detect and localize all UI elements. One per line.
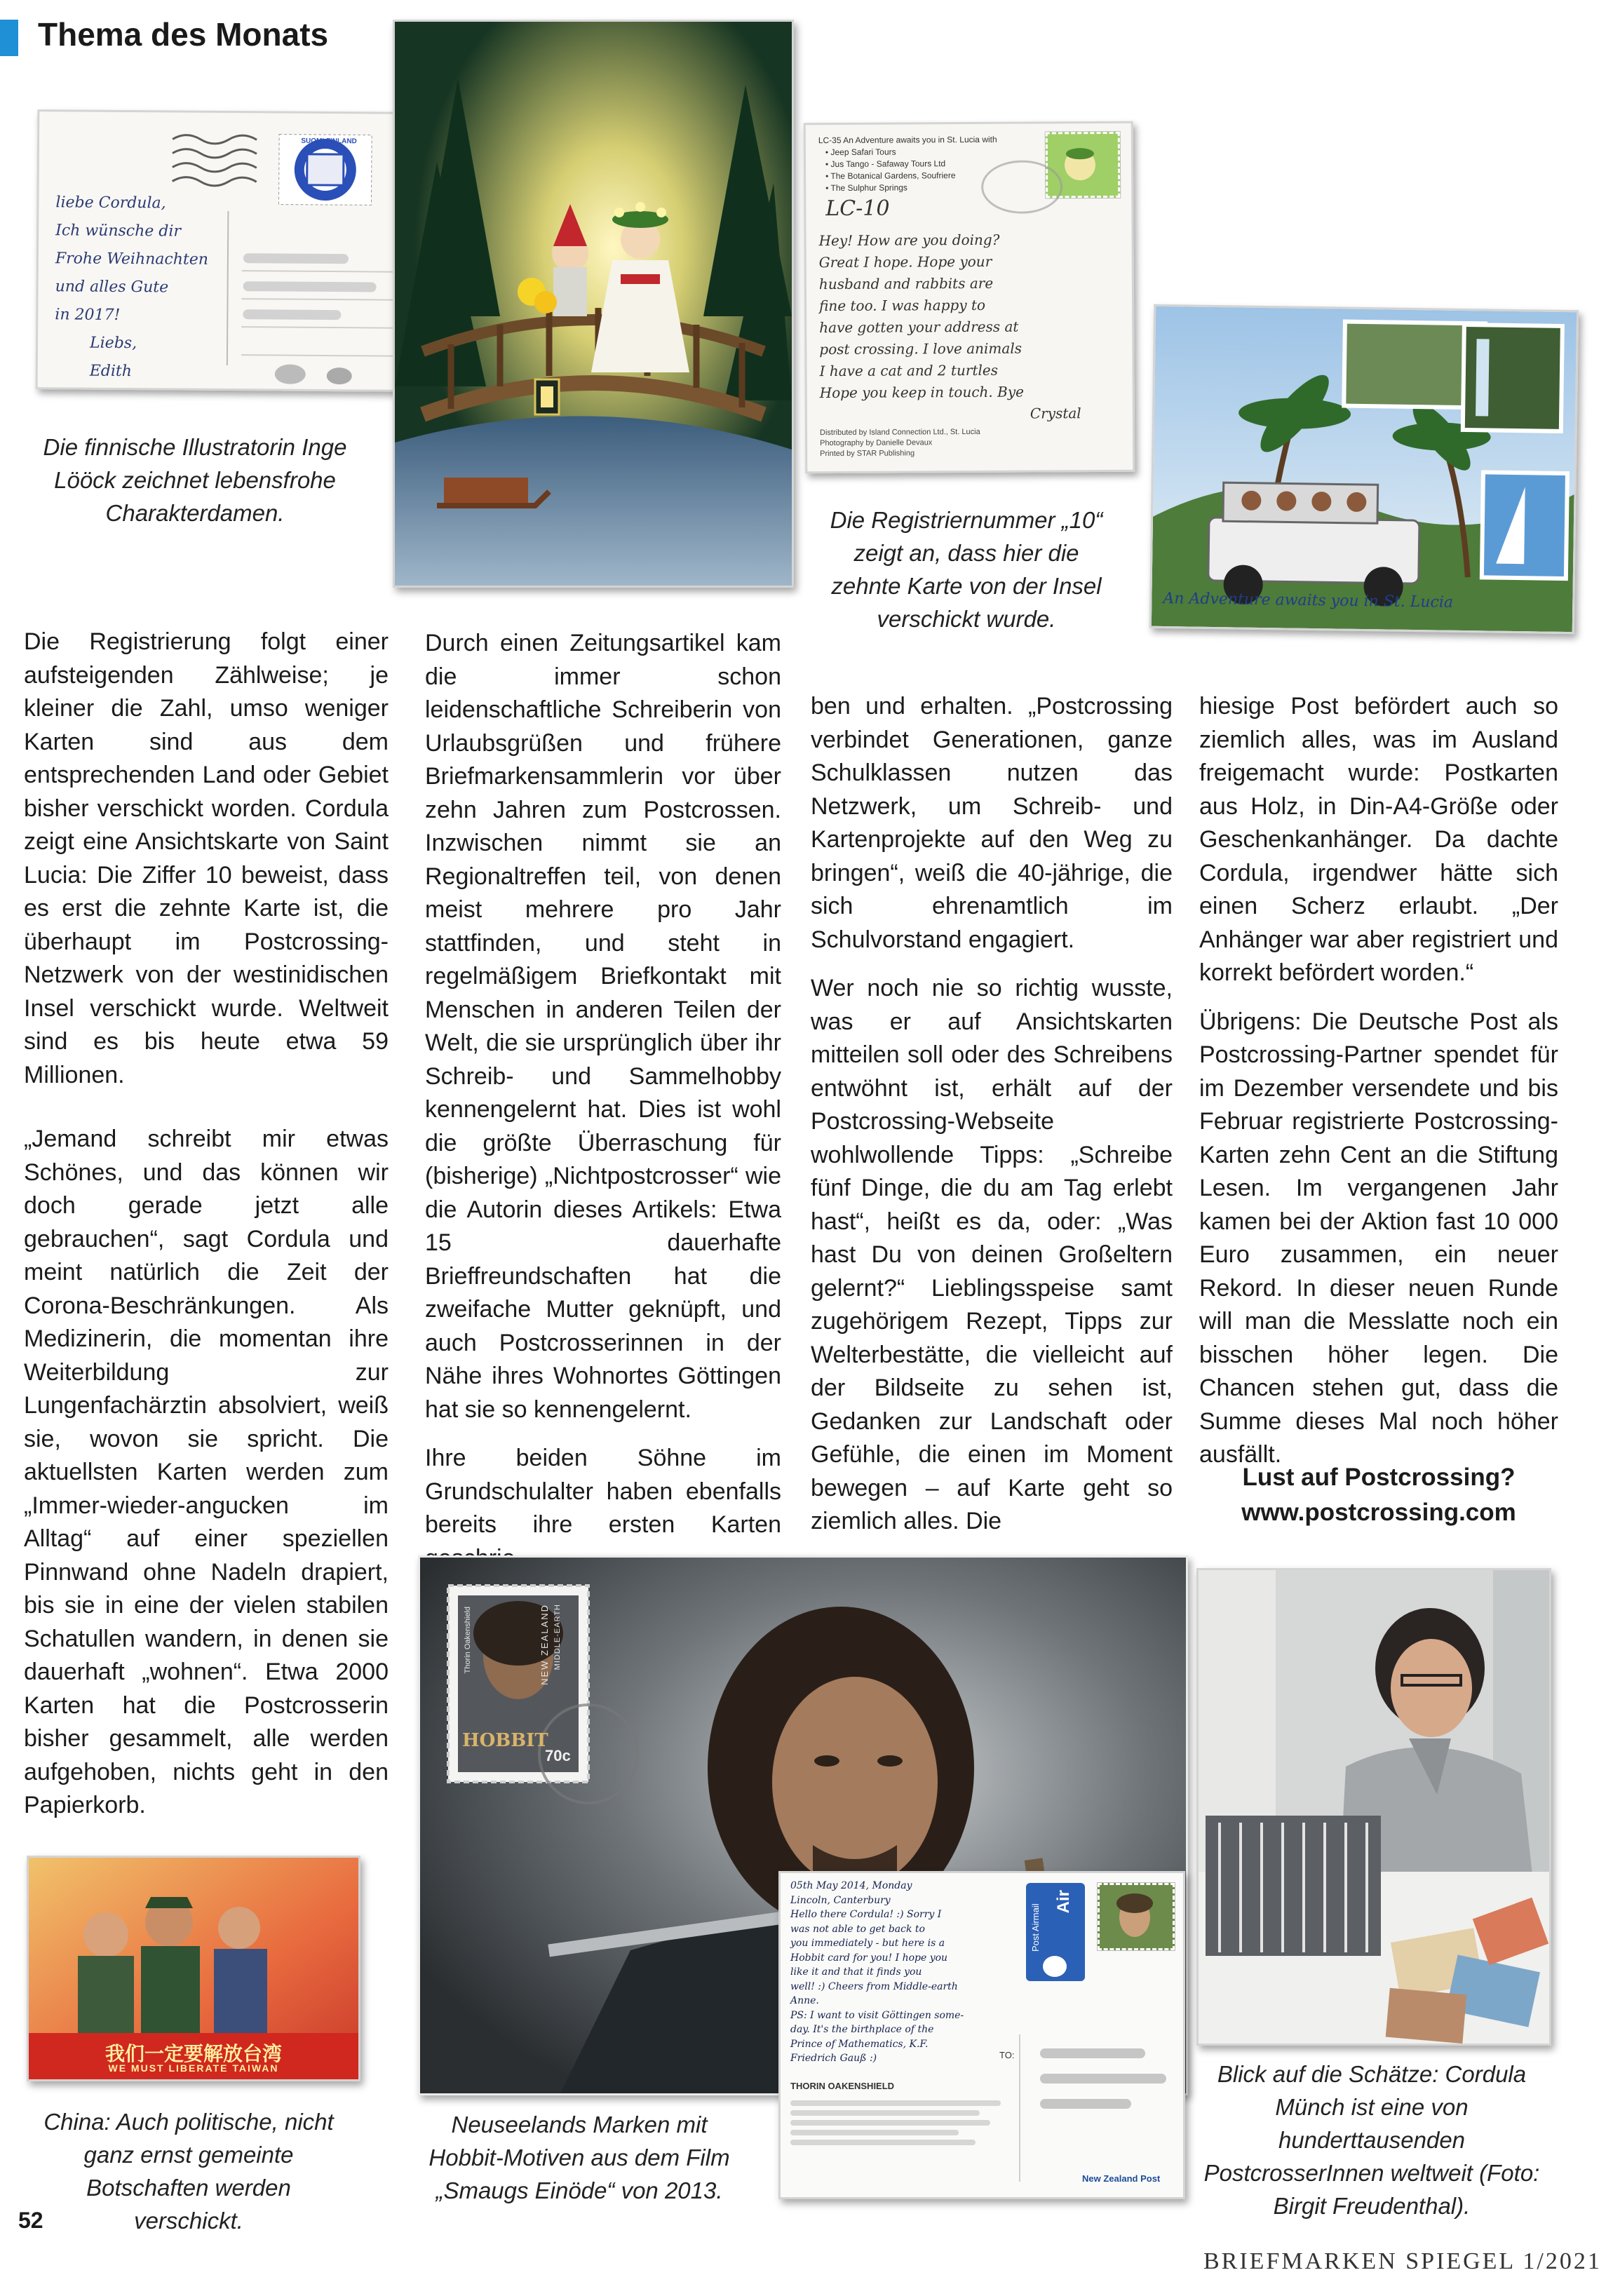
nz-divider xyxy=(1019,2034,1020,2182)
cordula-photo-drawing xyxy=(1199,1570,1549,2044)
promo-url-link[interactable]: www.postcrossing.com xyxy=(1241,1499,1516,1526)
paragraph: Durch einen Zeitungsartikel kam die immer schon leidenschaftliche Schreiberin von Urlaubsgrüßen und frühere Briefmarkensammlerin vor über zehn Jahren zum Postcrossen. Inzwischen nimmt sie an Regionaltreffen teil, von denen meist mehrere pro Jahr stattfinden, und steht in regelmäßigem Briefkontakt mit Menschen in anderen Teilen der Welt, die sie ursprünglich über ihr Schreib- und Sammelhobby kennengelernt hat. Dies ist wohl die größte Überraschung für (bisherige) „Nichtpostcrosser“ wie die Autorin dieses Artikels: Etwa 15 dauerhafte Brieffreundschaften hat die zweifache Mutter geknüpft, und auch Postcrosserinnen in der Nähe ihres Wohnortes Göttingen hat sie so kennengelernt. xyxy=(425,630,781,1423)
caption-nz: Neuseelands Marken mit Hobbit-Motiven aus dem Film „Smaugs Einöde“ von 2013. xyxy=(428,2112,730,2203)
paragraph: Die Registrierung folgt einer aufsteigenden Zählweise; je kleiner die Zahl, umso weniger Karten sind aus dem entsprechenden Land oder Gebiet bisher verschickt worden. Cordula zeigt eine Ansichtskarte von Saint Lucia: Die Ziffer 10 beweist, dass es erst die zehnte Karte ist, die überhaupt im Postcrossing-Netzwerk von der westinidischen Insel verschickt wurde. Weltweit sind es bis heute etwa 59 Millionen. xyxy=(24,628,389,1088)
handwriting-line: Crystal xyxy=(1030,405,1081,422)
handwriting-line: Hello there Cordula! :) Sorry I xyxy=(790,1909,942,1920)
lucia-photo-image xyxy=(1149,304,1579,634)
lucia-footer-line: Printed by STAR Publishing xyxy=(820,449,915,459)
finnish-illustration-drawing xyxy=(395,22,792,586)
lucia-footer-line: Distributed by Island Connection Ltd., St. Lucia xyxy=(819,427,980,438)
article-column-4 xyxy=(1199,690,1558,1487)
handwriting-line: Lincoln, Canterbury xyxy=(790,1894,891,1906)
lucia-registration-code: LC-10 xyxy=(825,196,890,222)
handwriting-line: Hobbit card for you! I hope you xyxy=(790,1952,948,1964)
china-poster-image xyxy=(27,1856,360,2081)
finnish-postcard-image xyxy=(36,109,416,392)
handwriting-line: Hope you keep in touch. Bye xyxy=(819,383,1025,402)
handwriting-line: Edith xyxy=(89,362,133,381)
lucia-header-line: • The Sulphur Springs xyxy=(825,182,907,194)
handwriting-line: fine too. I was happy to xyxy=(818,296,986,315)
finnish-handwriting xyxy=(55,189,209,386)
lucia-header-line: • Jus Tango - Safaway Tours Ltd xyxy=(825,158,946,170)
handwriting-line: Ich wünsche dir xyxy=(55,222,182,241)
handwriting-line: like it and that it finds you xyxy=(790,1966,922,1978)
magazine-issue: BRIEFMARKEN SPIEGEL 1/2021 xyxy=(1203,2248,1602,2274)
nz-small-print xyxy=(790,2096,1001,2149)
handwriting-line: post crossing. I love animals xyxy=(819,339,1023,358)
handwriting-line: 05th May 2014, Monday xyxy=(790,1880,912,1891)
handwriting-line: liebe Cordula, xyxy=(55,194,166,212)
nz-stamp-subtitle: MIDDLE-EARTH xyxy=(553,1604,562,1670)
handwriting-line: was not able to get back to xyxy=(790,1923,925,1935)
handwriting-line: I have a cat and 2 turtles xyxy=(819,361,999,380)
nz-stamp-name: Thorin Oakenshield xyxy=(464,1607,472,1674)
handwriting-line: husband and rabbits are xyxy=(818,274,994,293)
handwriting-line: well! :) Cheers from Middle-earth xyxy=(790,1980,958,1992)
nz-address-blur xyxy=(1040,2048,1145,2058)
paragraph: „Jemand schreibt mir etwas Schönes, und das können wir doch gerade jetzt alle gebrauchen“, sagt Cordula und meint natürlich die Zeit der Corona-Beschränkungen. Als Medizinerin, die momentan ihre Weiterbildung zur Lungenfachärztin absolviert, weiß sie, wovon sie spricht. Die aktuellsten Karten werden zum „Immer-wieder-angucken im Alltag“ auf einer speziellen Pinnwand ohne Nadeln drapiert, bis sie in eine der vielen stabilen Schatullen wandern, in denen sie dauerhaft „wohnen“. Etwa 2000 Karten hat die Postcrosserin bisher gesammelt, alle werden aufgehoben, nichts geht in den Papierkorb. xyxy=(24,1126,389,1818)
lucia-header-line: • Jeep Safari Tours xyxy=(825,147,896,158)
lucia-footer xyxy=(820,427,980,459)
finnish-stamp-text: SUOMI FINLAND xyxy=(301,137,357,146)
handwriting-line: und alles Gute xyxy=(55,278,169,297)
lucia-photo-caption: An Adventure awaits you in St. Lucia xyxy=(1163,590,1454,612)
handwriting-line: have gotten your address at xyxy=(819,318,1019,337)
lucia-header-line: LC-35 An Adventure awaits you in St. Lucia with xyxy=(818,134,997,146)
article-column-2 xyxy=(425,627,781,1591)
handwriting-line: Friedrich Gauß :) xyxy=(790,2053,877,2064)
china-poster-chinese: 我们一定要解放台湾 xyxy=(104,2042,282,2065)
nz-address-blur xyxy=(1040,2074,1166,2084)
nz-stamp-value: 70c xyxy=(545,1747,571,1764)
caption-china: China: Auch politische, nicht ganz ernst gemeinte Botschaften werden verschickt. xyxy=(43,2109,334,2234)
paragraph: Ihre beiden Söhne im Grundschulalter haben ebenfalls bereits ihre ersten Karten xyxy=(425,1445,781,1538)
article-column-1 xyxy=(24,626,389,1838)
handwriting-line: in 2017! xyxy=(55,306,121,324)
nz-postcard-image xyxy=(778,1871,1185,2199)
nz-postcard-stamp xyxy=(1098,1883,1175,1950)
nz-airmail-label xyxy=(1026,1883,1085,1981)
nz-address-blur xyxy=(1040,2099,1131,2109)
paragraph: hiesige Post befördert auch so ziemlich alles, was im Ausland freigemacht wurde: Postkarten aus Holz, in Din-A4-Größe oder Geschenkanhänger. Da dachte Cordula, irgendwer hätte sich einen Scherz erlaubt. „Der Anhänger war aber registriert und korrekt befördert worden.“ xyxy=(1199,693,1558,986)
cordula-photo-image xyxy=(1196,1568,1551,2046)
handwriting-line: Frohe Weihnachten xyxy=(55,250,209,269)
postcrossing-promo xyxy=(1199,1460,1558,1530)
nz-card-name: THORIN OAKENSHIELD xyxy=(790,2081,895,2091)
nz-airmail-text: Post Airmail xyxy=(1030,1903,1041,1952)
nz-post-brand: New Zealand Post xyxy=(1082,2173,1161,2184)
lucia-postmark xyxy=(981,160,1062,214)
lucia-header-list xyxy=(818,134,997,194)
article-column-3 xyxy=(811,690,1173,1554)
nz-stamp-country: NEW ZEALAND xyxy=(539,1604,550,1685)
caption-finnish: Die finnische Illustratorin Inge Lööck zeichnet lebensfrohe Charakterdamen. xyxy=(43,434,347,526)
section-accent-bar xyxy=(0,20,18,56)
handwriting-line: Prince of Mathematics, K.F. xyxy=(790,2038,929,2050)
lucia-handwriting xyxy=(818,229,1128,426)
paragraph: ben und erhalten. „Postcrossing verbindet Generationen, ganze Schulklassen nutzen das Netzwerk, um Schreib- und Kartenprojekte auf den Weg zu bringen“, weiß die 40-jährige, die sich ehrenamtlich im Schulvorstand engagiert. xyxy=(811,693,1173,953)
paragraph: Wer noch nie so richtig wusste, was er auf Ansichtskarten mitteilen soll oder des Schreibens entwöhnt ist, erhält auf der Postcrossing-Webseite wohlwollende Tipps: „Schreibe fünf Dinge, die du am Tag erlebt hast“, heißt es da, oder: „Was hast Du von deinen Großeltern gelernt?“ Lieblingsspeise samt zugehörigem Rezept, Tipps zur Welterbestätte, die vielleicht auf der Bildseite zu sehen ist, Gedanken zur Landschaft oder Gefühle, die einen im Moment bewegen – auf Karte geht so ziemlich alles. Die xyxy=(811,975,1173,1534)
nz-to-label: TO: xyxy=(999,2050,1015,2060)
lucia-header-line: • The Botanical Gardens, Soufriere xyxy=(825,170,956,182)
nz-air-text: Air xyxy=(1054,1890,1073,1914)
page-number: 52 xyxy=(18,2208,43,2233)
handwriting-line: PS: I want to visit Göttingen some- xyxy=(790,2009,964,2021)
handwriting-line: Anne. xyxy=(790,1995,819,2006)
handwriting-line: day. It's the birthplace of the xyxy=(790,2024,934,2035)
nz-post-logo xyxy=(1043,1956,1067,1977)
handwriting-line: Liebs, xyxy=(89,334,137,353)
handwriting-line: you immediately - but here is a xyxy=(790,1938,945,1949)
nz-handwriting xyxy=(790,1879,1022,2066)
promo-question: Lust auf Postcrossing? xyxy=(1242,1464,1516,1491)
china-poster-english: WE MUST LIBERATE TAIWAN xyxy=(108,2062,279,2074)
caption-treasures: Blick auf die Schätze: Cordula Münch ist eine von hunderttausenden PostcrosserInnen weltweit (Foto: Birgit Freudenthal). xyxy=(1203,2061,1540,2219)
section-title: Thema des Monats xyxy=(38,16,329,53)
lucia-photo-drawing xyxy=(1152,306,1577,632)
handwriting-line: Great I hope. Hope your xyxy=(818,252,992,271)
caption-registration: Die Registriernummer „10“ zeigt an, dass hier die zehnte Karte von der Insel verschickt wurde. xyxy=(830,507,1103,632)
handwriting-line: Hey! How are you doing? xyxy=(818,231,1000,250)
lucia-footer-line: Photography by Danielle Devaux xyxy=(820,438,933,448)
paragraph: Übrigens: Die Deutsche Post als Postcrossing-Partner spendet für im Dezember versendete und bis Februar registrierte Postcrossing-Karten zehn Cent an die Stiftung Lesen. Im vergangenen Jahr kamen bei der Aktion fast 10 000 Euro zusammen, ein neuer Rekord. In dieser neuen Runde will man die Messlatte noch ein bisschen höher legen. Die Chancen stehen gut, dass die Summe dieses Mal noch höher ausfällt. xyxy=(1199,1008,1558,1468)
nz-stamp-film: HOBBIT xyxy=(462,1730,548,1751)
finnish-illustration-image xyxy=(393,20,794,588)
lucia-postcard-image xyxy=(804,121,1135,473)
